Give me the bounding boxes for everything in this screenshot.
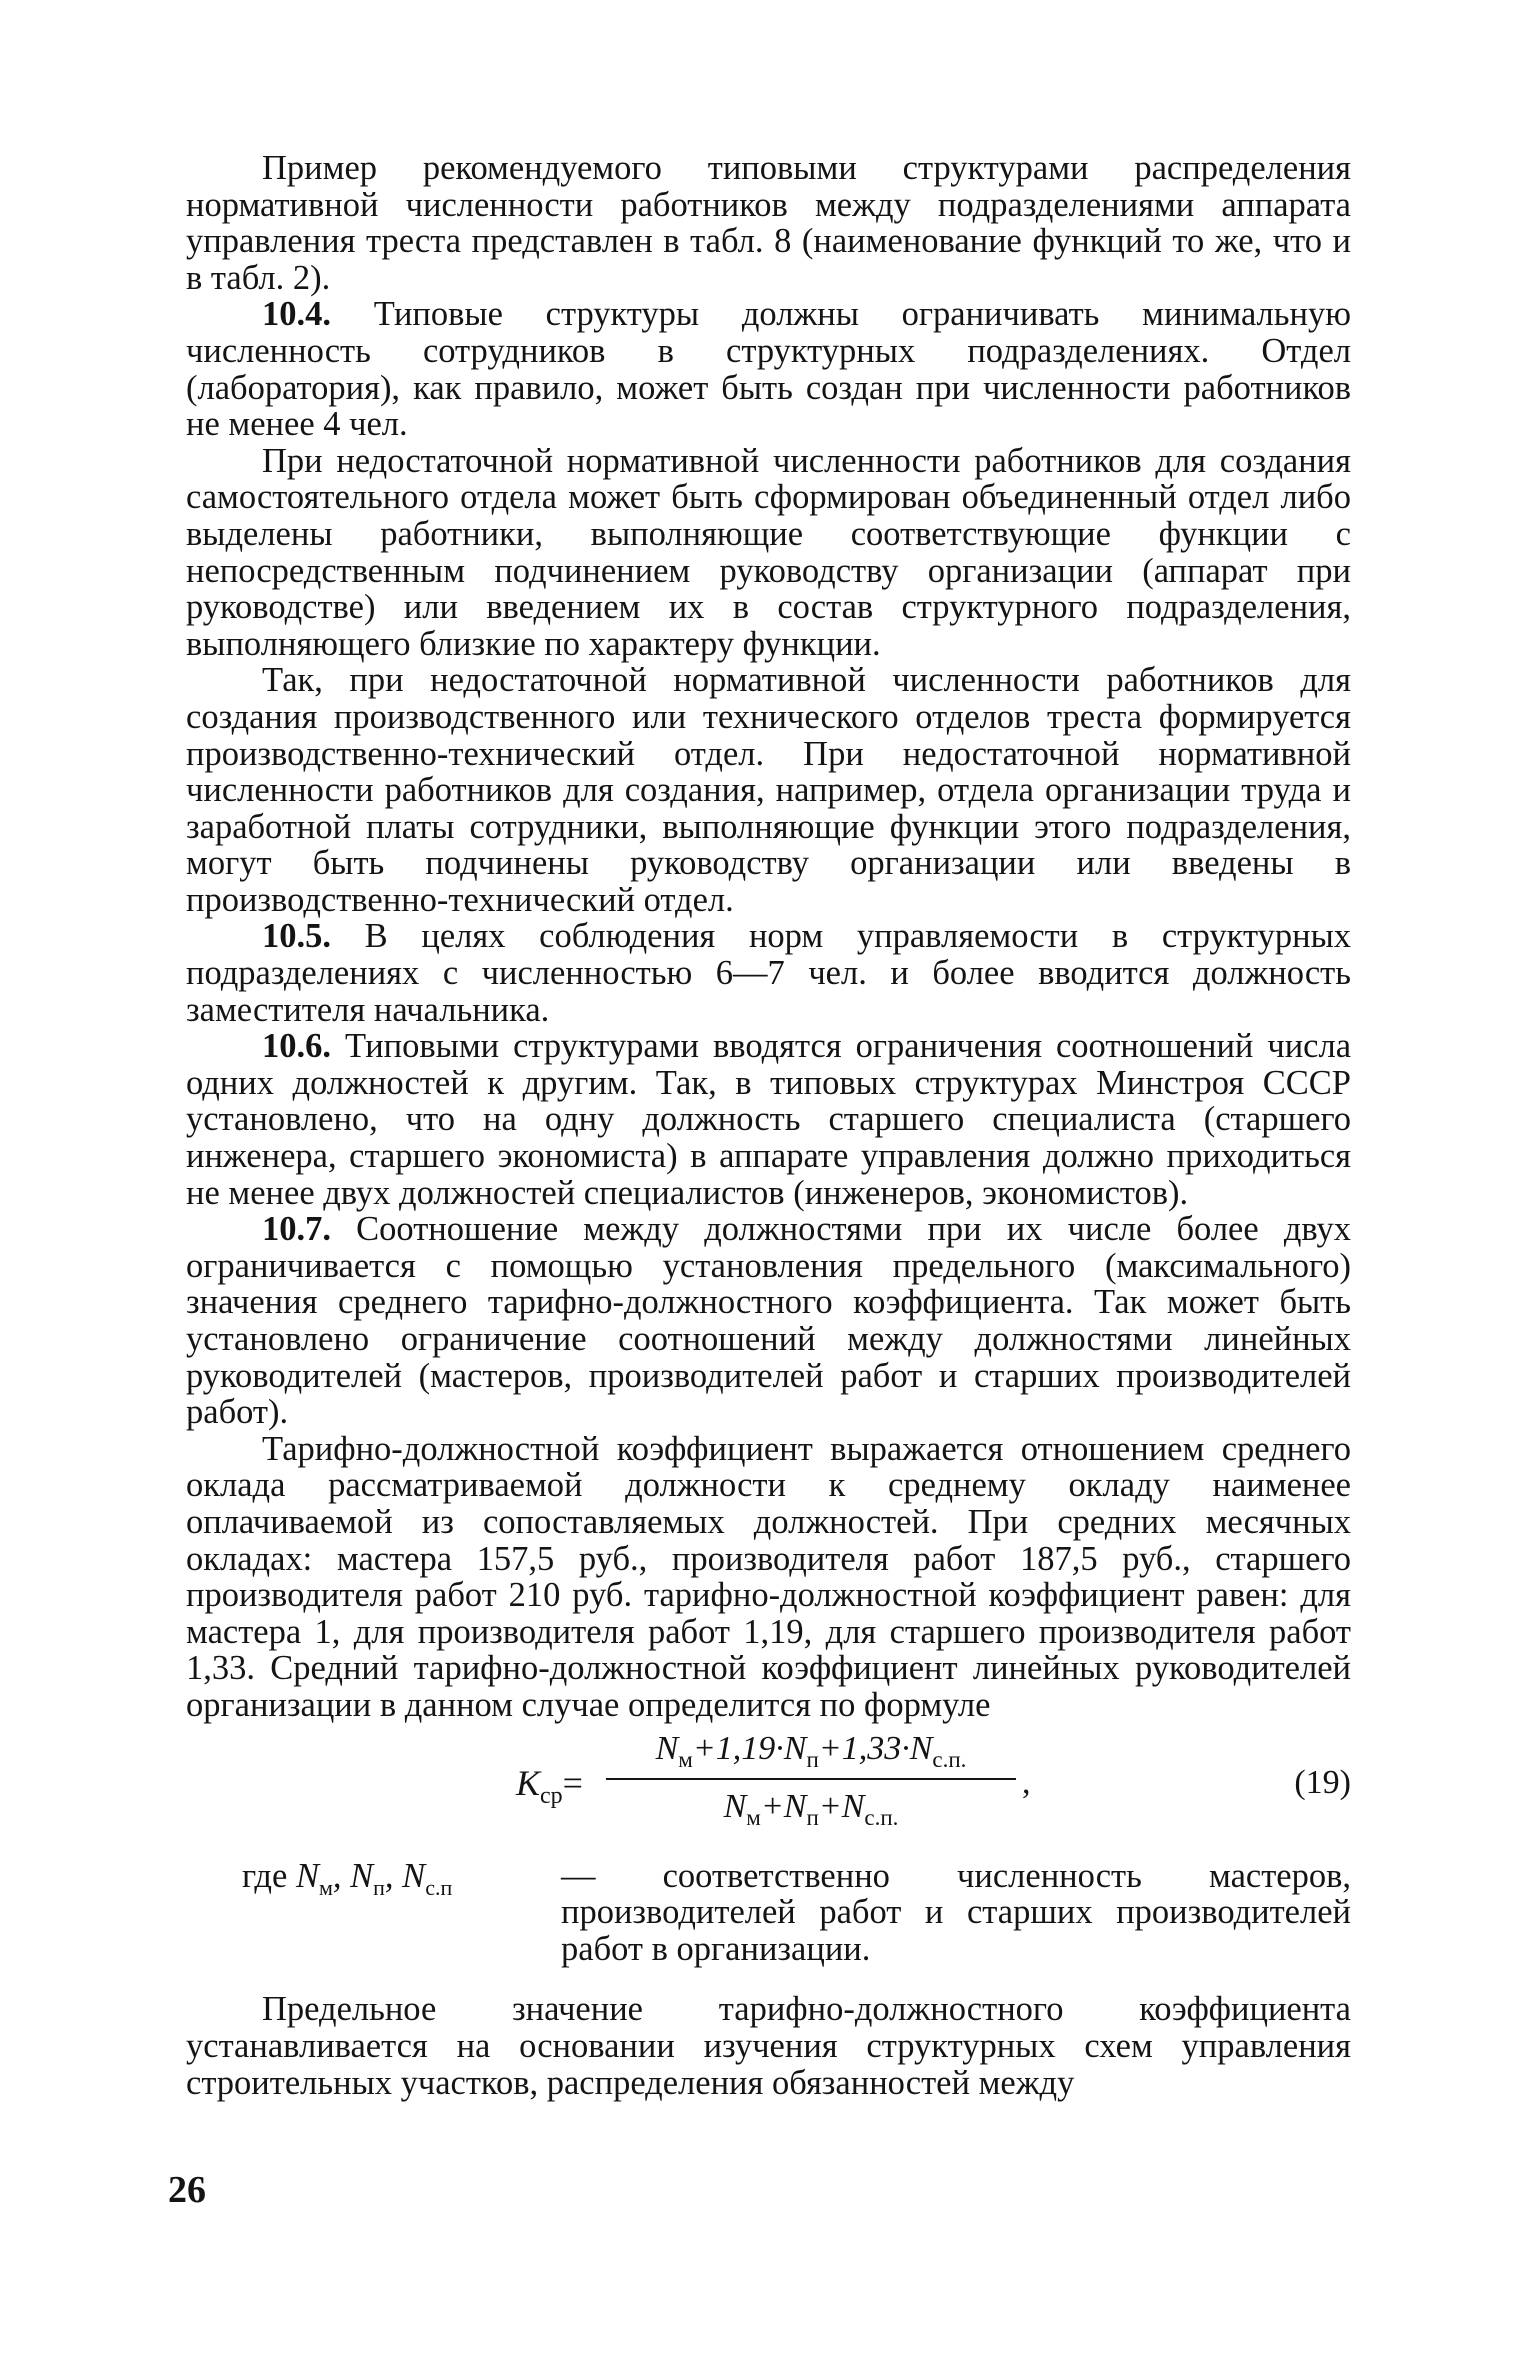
paragraph-1: Пример рекомендуемого типовыми структурами распределения нормативной численности работников между подразделениями аппарата управления треста представлен в табл. 8 (наименование функций то же, что и в табл. 2). [186,149,1351,297]
section-number: 10.4. [262,295,331,334]
section-number: 10.7. [262,1210,331,1249]
paragraph-8: Тарифно-должностной коэффициент выражается отношением среднего оклада рассматриваемой должности к среднему окладу наименее оплачиваемой из сопоставляемых должностей. При средних месячных окладах: мастера 157,5 руб., производителя работ 187,5 руб., старшего производителя работ 210 руб. тарифно-должностной коэффициент равен: для мастера 1, для производителя работ 1,19, для старшего производителя работ 1,33. Средний тарифно-должностной коэффициент линейных руководителей организации в данном случае определится по формуле [186,1429,1351,1724]
legend-text: — соответственно численность мастеров, производителей работ и старших производителей работ в организации. [561,1856,1351,1968]
paragraph-10-4: 10.4. Типовые структуры должны ограничивать минимальную численность сотрудников в структурных подразделениях. Отдел (лаборатория), как правило, может быть создан при численности работников не менее 4 чел. [186,295,1351,444]
section-number: 10.5. [262,917,331,956]
paragraph-3: При недостаточной нормативной численности работников для создания самостоятельного отдела может быть сформирован объединенный отдел либо выделены работники, выполняющие соответствующие функции с непосредственным подчинением руководству организации (аппарат при руководстве) или введением их в состав структурного подразделения, выполняющего близкие по характеру функции. [186,441,1351,663]
section-number: 10.6. [262,1027,331,1066]
paragraph-4: Так, при недостаточной нормативной численности работников для создания производственного или технического отделов треста формируется производственно-технический отдел. При недостаточной нормативной численности работников для создания, например, отдела организации труда и заработной платы сотрудники, выполняющие функции этого подразделения, могут быть подчинены руководству организации или введены в производственно-технический отдел. [186,661,1351,919]
formula-comma: , [1022,1763,1031,1801]
formula-legend [186,1858,1351,1968]
paragraph-last: Предельное значение тарифно-должностного коэффициента устанавливается на основании изучения структурных схем управления строительных участков, распределения обязанностей между [186,1990,1351,2102]
formula-numerator: $N_м+1,19\cdot N_п+1,33\cdot N_{с.п.}$ [655,1729,967,1772]
page-number: 26 [168,2169,206,2211]
formula-number: (19) [1294,1763,1351,1801]
paragraph-10-5: 10.5. В целях соблюдения норм управляемости в структурных подразделениях с численностью 6—7 чел. и более вводится должность заместителя начальника. [186,917,1351,1029]
formula-denominator: $N_м+N_п+N_{с.п.}$ [606,1778,1016,1831]
formula-fraction [606,1730,1016,1832]
page-body [186,150,1351,2101]
formula-19 [186,1730,1351,1848]
paragraph-10-7: 10.7. Соотношение между должностями при их числе более двух ограничивается с помощью установления предельного (максимального) значения среднего тарифно-должностного коэффициента. Так может быть установлено ограничение соотношений между должностями линейных руководителей (мастеров, производителей работ и старших производителей работ). [186,1210,1352,1432]
formula-lhs: $K_{ср}=$ [516,1762,583,1809]
paragraph-10-6: 10.6. Типовыми структурами вводятся ограничения соотношений числа одних должностей к другим. Так, в типовых структурах Минстроя СССР установлено, что на одну должность старшего специалиста (старшего инженера, старшего экономиста) в аппарате управления должно приходиться не менее двух должностей специалистов (инженеров, экономистов). [186,1027,1352,1212]
legend-symbols: где $N_м$, $N_п$, $N_{с.п}$ [242,1856,453,1900]
